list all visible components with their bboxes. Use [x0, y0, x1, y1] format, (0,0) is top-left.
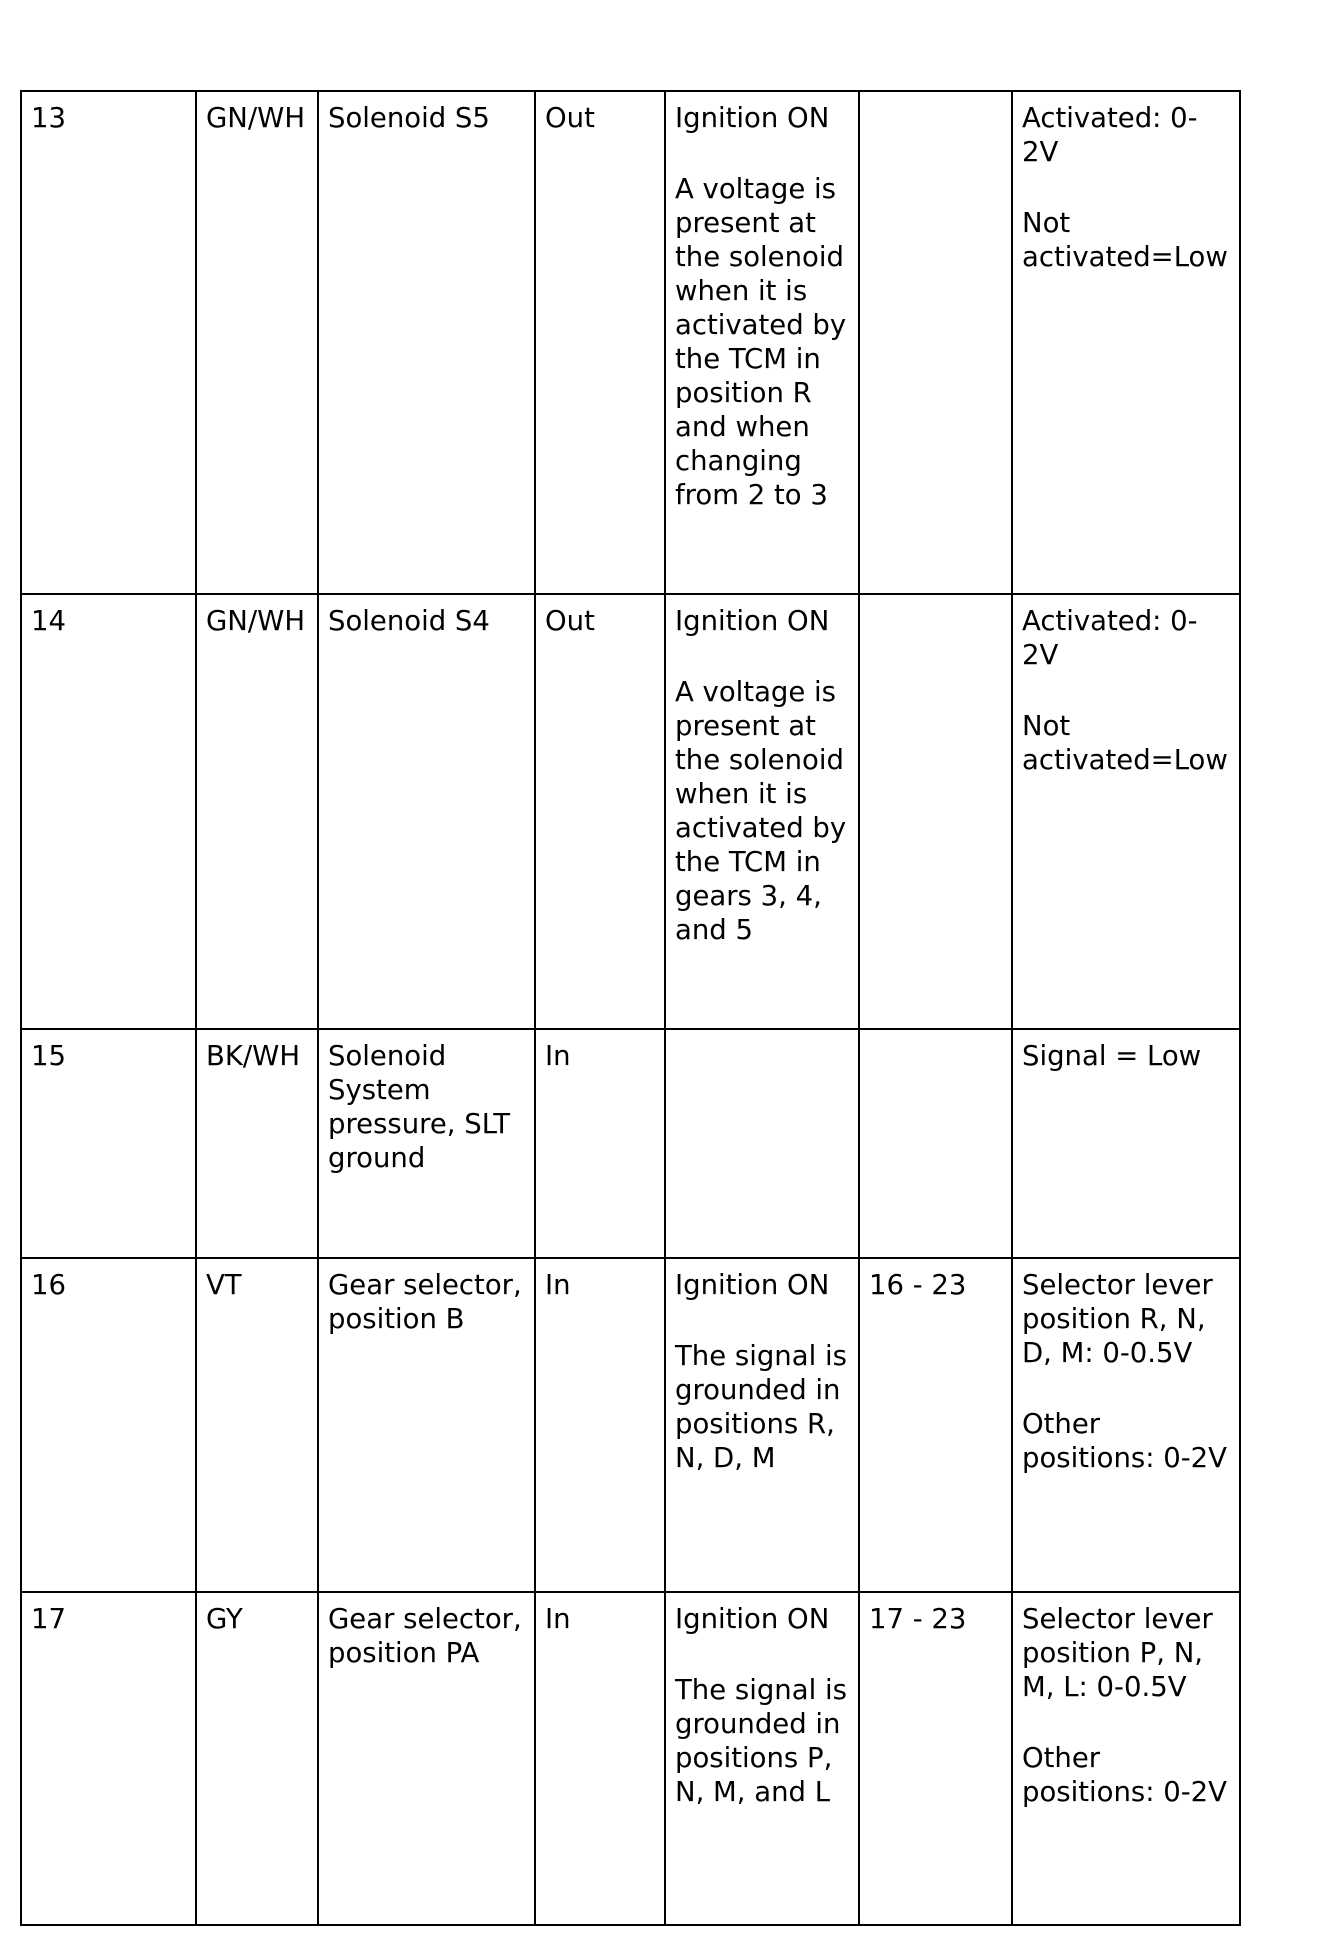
value-cell	[1012, 1592, 1240, 1925]
table-row	[21, 91, 1240, 594]
value-paragraph: Other positions: 0-2V	[1022, 1742, 1227, 1808]
condition-paragraph: Ignition ON	[675, 1269, 830, 1301]
component-paragraph: Solenoid System pressure, SLT ground	[328, 1040, 511, 1174]
component-cell	[318, 91, 535, 594]
value-paragraph: Not activated=Low	[1022, 710, 1228, 776]
condition-cell	[665, 1592, 859, 1925]
component-paragraph: Solenoid S5	[328, 102, 490, 134]
pin-cell: 17	[21, 1592, 196, 1925]
direction-cell: In	[535, 1258, 665, 1592]
condition-paragraph: A voltage is present at the solenoid when it is activated by the TCM in gears 3, 4, and 5	[675, 676, 847, 946]
condition-paragraph: Ignition ON	[675, 605, 830, 637]
component-cell	[318, 1258, 535, 1592]
table-row	[21, 594, 1240, 1029]
value-paragraph: Activated: 0-2V	[1022, 102, 1198, 168]
component-paragraph: Gear selector, position B	[328, 1269, 522, 1335]
value-cell	[1012, 1029, 1240, 1258]
value-paragraph: Other positions: 0-2V	[1022, 1408, 1227, 1474]
measure-between-cell: 17 - 23	[859, 1592, 1012, 1925]
table-body	[21, 91, 1240, 1925]
value-cell	[1012, 1258, 1240, 1592]
value-paragraph: Not activated=Low	[1022, 207, 1228, 273]
measure-between-cell	[859, 91, 1012, 594]
component-cell	[318, 1029, 535, 1258]
direction-cell: Out	[535, 594, 665, 1029]
condition-paragraph: Ignition ON	[675, 102, 830, 134]
direction-cell: In	[535, 1029, 665, 1258]
wire-color-cell: GY	[196, 1592, 318, 1925]
table-row	[21, 1029, 1240, 1258]
value-paragraph: Selector lever position P, N, M, L: 0-0.5V	[1022, 1603, 1213, 1703]
direction-cell: Out	[535, 91, 665, 594]
value-paragraph: Signal = Low	[1022, 1040, 1202, 1072]
measure-between-cell	[859, 594, 1012, 1029]
pin-cell: 16	[21, 1258, 196, 1592]
pin-cell: 15	[21, 1029, 196, 1258]
wire-color-cell: GN/WH	[196, 594, 318, 1029]
condition-paragraph: A voltage is present at the solenoid when it is activated by the TCM in position R and when changing from 2 to 3	[675, 173, 847, 511]
condition-cell	[665, 594, 859, 1029]
table-row	[21, 1258, 1240, 1592]
wire-color-cell: GN/WH	[196, 91, 318, 594]
pin-cell: 14	[21, 594, 196, 1029]
component-paragraph: Gear selector, position PA	[328, 1603, 522, 1669]
pin-cell: 13	[21, 91, 196, 594]
pin-table	[20, 90, 1241, 1926]
table-row	[21, 1592, 1240, 1925]
measure-between-cell: 16 - 23	[859, 1258, 1012, 1592]
condition-paragraph: The signal is grounded in positions P, N, M, and L	[675, 1674, 847, 1808]
condition-paragraph: Ignition ON	[675, 1603, 830, 1635]
value-cell	[1012, 91, 1240, 594]
condition-paragraph: The signal is grounded in positions R, N, D, M	[675, 1340, 847, 1474]
direction-cell: In	[535, 1592, 665, 1925]
value-cell	[1012, 594, 1240, 1029]
wire-color-cell: BK/WH	[196, 1029, 318, 1258]
component-paragraph: Solenoid S4	[328, 605, 490, 637]
condition-cell	[665, 91, 859, 594]
value-paragraph: Activated: 0-2V	[1022, 605, 1198, 671]
component-cell	[318, 594, 535, 1029]
condition-cell	[665, 1258, 859, 1592]
component-cell	[318, 1592, 535, 1925]
wire-color-cell: VT	[196, 1258, 318, 1592]
measure-between-cell	[859, 1029, 1012, 1258]
condition-cell	[665, 1029, 859, 1258]
value-paragraph: Selector lever position R, N, D, M: 0-0.5V	[1022, 1269, 1213, 1369]
